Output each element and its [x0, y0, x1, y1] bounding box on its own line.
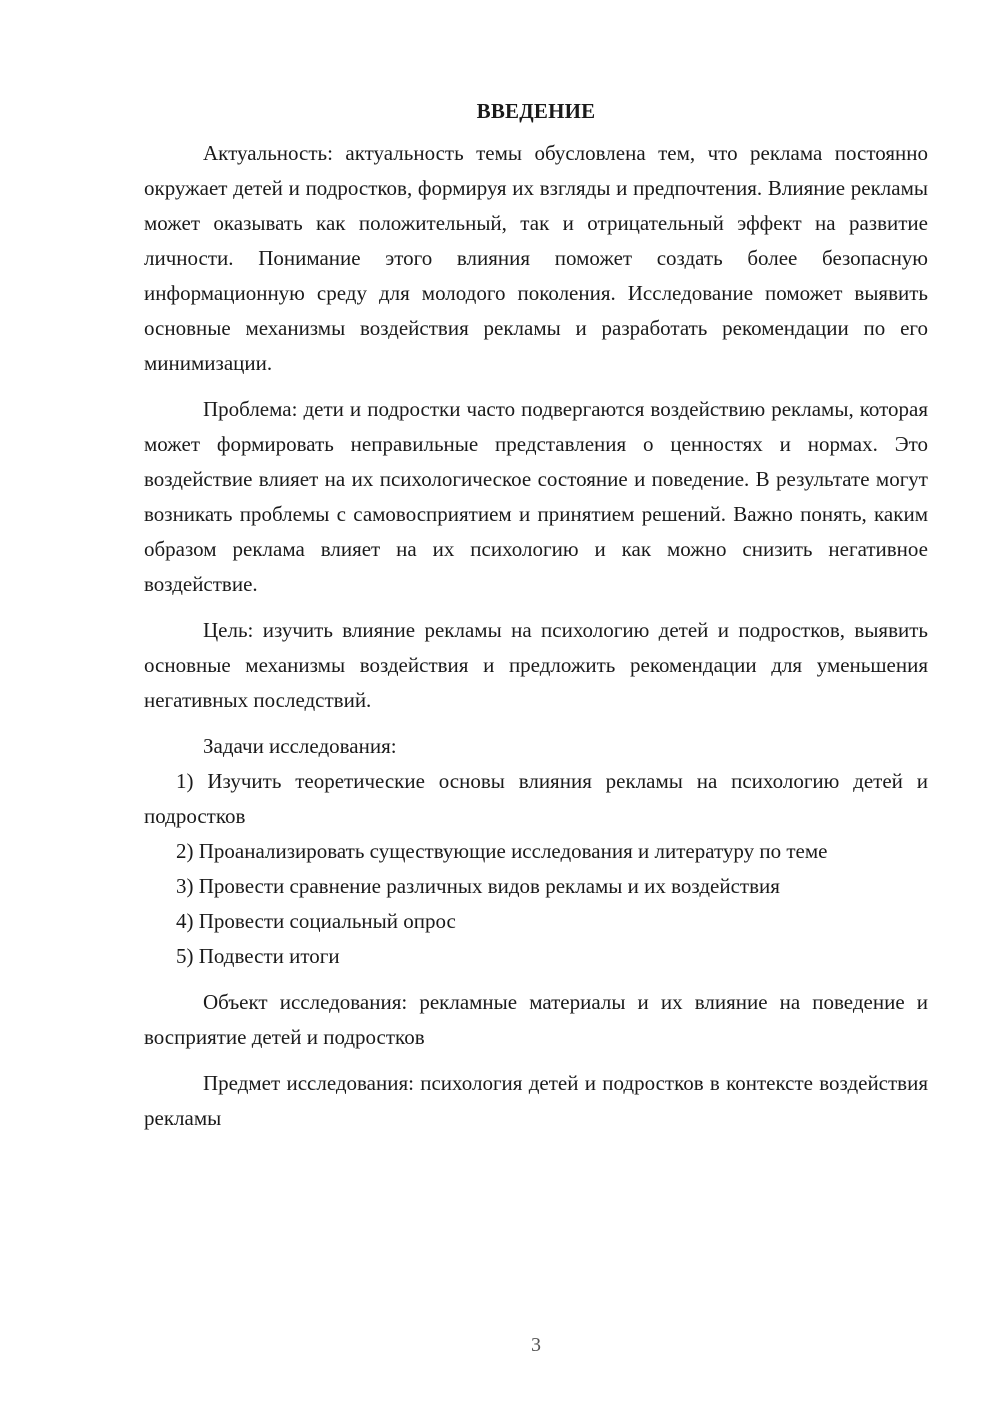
- list-item: 4) Провести социальный опрос: [176, 909, 456, 933]
- paragraph-subject: Предмет исследования: психология детей и подростков в контексте воздействия рекламы: [144, 1071, 928, 1130]
- list-item: 1) Изучить теоретические основы влияния рекламы на психологию детей и подростков: [144, 769, 928, 828]
- paragraph-object: Объект исследования: рекламные материалы и их влияние на поведение и восприятие детей и подростков: [144, 990, 928, 1049]
- list-item: 5) Подвести итоги: [176, 944, 340, 968]
- paragraph-problem: Проблема: дети и подростки часто подвергаются воздействию рекламы, которая может формировать неправильные представления о ценностях и нормах. Это воздействие влияет на их психологическое состояние и поведение. В результате могут возникать проблемы с самовосприятием и принятием решений. Важно понять, каким образом реклама влияет на их психологию и как можно снизить негативное воздействие.: [144, 397, 928, 596]
- page-number: 3: [531, 1334, 541, 1356]
- document-page: [144, 96, 928, 1136]
- tasks-list: [144, 764, 928, 974]
- paragraph-relevance: Актуальность: актуальность темы обусловлена тем, что реклама постоянно окружает детей и подростков, формируя их взгляды и предпочтения. Влияние рекламы может оказывать как положительный, так и отрицательный эффект на развитие личности. Понимание этого влияния поможет создать более безопасную информационную среду для молодого поколения. Исследование поможет выявить основные механизмы воздействия рекламы и разработать рекомендации по его минимизации.: [144, 141, 928, 375]
- page-title: ВВЕДЕНИЕ: [476, 99, 596, 123]
- list-item: 3) Провести сравнение различных видов рекламы и их воздействия: [176, 874, 780, 898]
- tasks-heading: Задачи исследования:: [203, 734, 397, 758]
- list-item: 2) Проанализировать существующие исследования и литературу по теме: [176, 839, 828, 863]
- paragraph-goal: Цель: изучить влияние рекламы на психологию детей и подростков, выявить основные механизмы воздействия и предложить рекомендации для уменьшения негативных последствий.: [144, 618, 928, 712]
